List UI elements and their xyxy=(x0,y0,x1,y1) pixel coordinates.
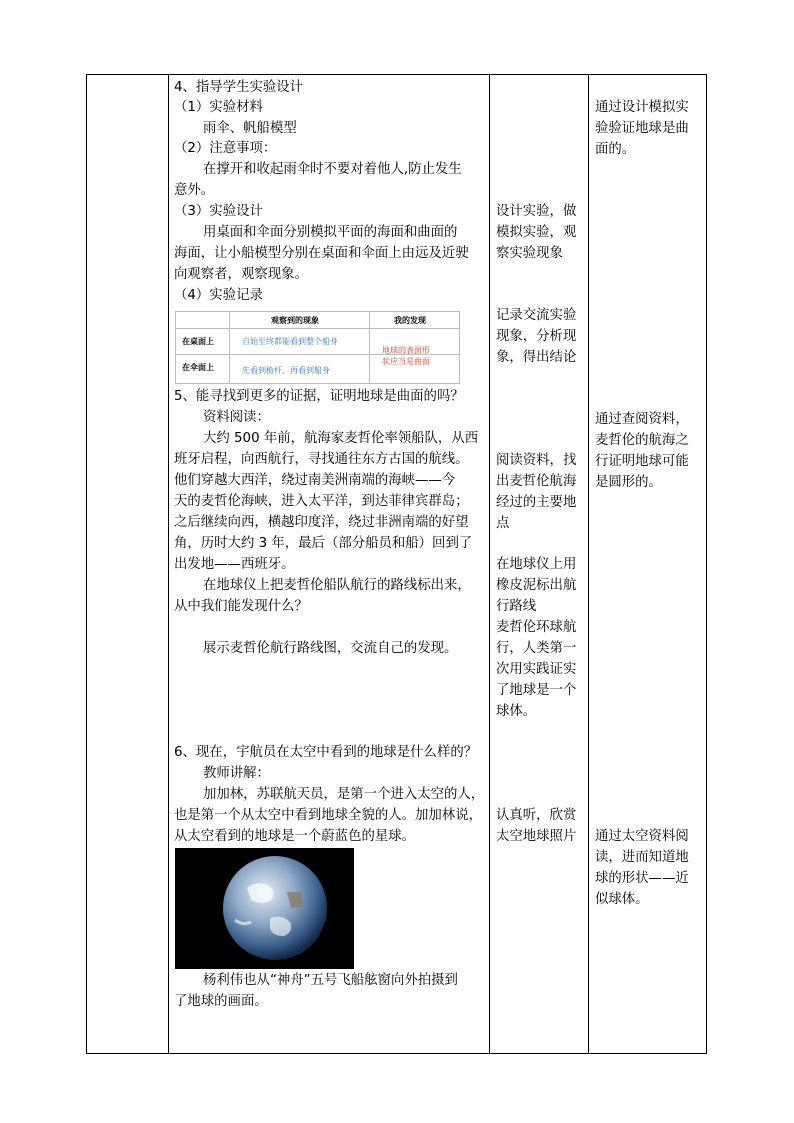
design-text-line2: 海面，让小船模型分别在桌面和伞面上由远及近驶 xyxy=(174,246,469,261)
design-text-line3: 向观察者，观察现象。 xyxy=(174,267,308,282)
student-activity-d6: 次用实践证实 xyxy=(496,662,577,677)
reading-text-line5: 之后继续向西，横越印度洋，绕过非洲南端的好望 xyxy=(174,515,469,530)
materials-text: 雨伞、帆船模型 xyxy=(203,121,297,136)
intent-a3: 面的。 xyxy=(595,142,636,157)
student-activity-b3: 象，得出结论 xyxy=(496,350,577,365)
subheading-notes: （2）注意事项： xyxy=(174,141,277,156)
reading-label: 资料阅读： xyxy=(203,410,270,425)
student-activity-d7: 了地球是一个 xyxy=(496,683,577,698)
student-activity-d3: 行路线 xyxy=(496,599,537,614)
gagarin-text-line1: 加加林，苏联航天员，是第一个进入太空的人， xyxy=(203,787,485,802)
yang-liwei-text-line1: 杨利伟也从“神舟”五号飞船舷窗向外拍摄到 xyxy=(203,973,458,988)
globe-task-line1: 在地球仪上把麦哲伦船队航行的路线标出来， xyxy=(203,578,471,593)
record-finding-line2: 状应当是曲面 xyxy=(382,357,430,366)
student-activity-e1: 认真听，欣赏 xyxy=(496,808,577,823)
subheading-materials: （1）实验材料 xyxy=(174,100,263,115)
student-activity-a3: 察实验现象 xyxy=(496,246,563,261)
route-map-text: 展示麦哲伦航行路线图，交流自己的发现。 xyxy=(203,641,458,656)
section-4-heading: 4、指导学生实验设计 xyxy=(174,80,304,95)
student-activity-d5: 行，人类第一 xyxy=(496,641,577,656)
gagarin-text-line3: 从太空看到的地球是一个蔚蓝色的星球。 xyxy=(174,829,416,844)
record-row1-observed: 自始至终都能看到整个船身 xyxy=(242,337,338,346)
reading-text-line3: 他们穿越大西洋，绕过南美洲南端的海峡——今 xyxy=(174,473,456,488)
student-activity-c4: 点 xyxy=(496,516,510,531)
intent-b3: 行证明地球可能 xyxy=(595,454,689,469)
table-divider-2 xyxy=(489,74,490,1054)
student-activity-e2: 太空地球照片 xyxy=(496,829,577,844)
student-activity-c2: 出麦哲伦航海 xyxy=(496,474,577,489)
earth-globe-icon xyxy=(175,848,354,969)
table-border-left xyxy=(86,74,87,1054)
reading-text-line4: 天的麦哲伦海峡，进入太平洋，到达菲律宾群岛； xyxy=(174,494,469,509)
teacher-explain-label: 教师讲解： xyxy=(203,766,270,781)
reading-text-line7: 出发地——西班牙。 xyxy=(174,557,295,572)
table-divider-3 xyxy=(588,74,589,1054)
record-header-observed: 观察到的现象 xyxy=(271,316,319,325)
student-activity-d8: 球体。 xyxy=(496,704,537,719)
subheading-design: （3）实验设计 xyxy=(174,204,263,219)
table-bottom-border xyxy=(86,1053,707,1054)
intent-a1: 通过设计模拟实 xyxy=(595,100,689,115)
earth-from-space-photo xyxy=(175,848,354,969)
student-activity-d2: 橡皮泥标出航 xyxy=(496,578,577,593)
student-activity-a2: 模拟实验，观 xyxy=(496,225,577,240)
reading-text-line2: 班牙启程，向西航行，寻找通往东方古国的航线。 xyxy=(174,452,469,467)
table-divider-1 xyxy=(168,74,169,1054)
table-top-border xyxy=(86,74,707,75)
design-text-line1: 用桌面和伞面分别模拟平面的海面和曲面的 xyxy=(203,225,458,240)
intent-a2: 验验证地球是曲 xyxy=(595,121,689,136)
table-border-right xyxy=(706,74,707,1054)
student-activity-c3: 经过的主要地 xyxy=(496,495,577,510)
subheading-record: （4）实验记录 xyxy=(174,288,263,303)
record-row1-label: 在桌面上 xyxy=(182,337,214,346)
gagarin-text-line2: 也是第一个从太空中看到地球全貌的人。加加林说， xyxy=(174,808,482,823)
yang-liwei-text-line2: 了地球的画面。 xyxy=(174,994,268,1009)
student-activity-c1: 阅读资料，找 xyxy=(496,453,577,468)
student-activity-b2: 现象，分析现 xyxy=(496,329,577,344)
notes-text-line1: 在撑开和收起雨伞时不要对着他人,防止发生 xyxy=(203,162,462,177)
intent-b2: 麦哲伦的航海之 xyxy=(595,433,689,448)
lesson-plan-table xyxy=(86,74,707,1054)
reading-text-line6: 角，历时大约 3 年，最后（部分船员和船）回到了 xyxy=(174,536,473,551)
student-activity-a1: 设计实验，做 xyxy=(496,204,577,219)
intent-c2: 读，进而知道地 xyxy=(595,850,689,865)
intent-c4: 似球体。 xyxy=(595,892,649,907)
notes-text-line2: 意外。 xyxy=(174,183,215,198)
intent-c3: 球的形状——近 xyxy=(595,871,689,886)
student-activity-d1: 在地球仪上用 xyxy=(496,557,577,572)
record-row2-observed: 先看到桅杆，再看到船身 xyxy=(242,366,330,375)
globe-task-line2: 从中我们能发现什么？ xyxy=(174,599,308,614)
student-activity-d4: 麦哲伦环球航 xyxy=(496,620,577,635)
experiment-record-table xyxy=(175,311,460,384)
record-finding-line1: 地球的表面形 xyxy=(382,346,430,355)
section-6-heading: 6、现在，宇航员在太空中看到的地球是什么样的？ xyxy=(174,745,478,760)
student-activity-b1: 记录交流实验 xyxy=(496,308,577,323)
reading-text-line1: 大约 500 年前，航海家麦哲伦率领船队，从西 xyxy=(203,431,479,446)
record-row2-label: 在伞面上 xyxy=(182,363,214,372)
intent-b4: 是圆形的。 xyxy=(595,475,662,490)
record-header-finding: 我的发现 xyxy=(394,316,426,325)
intent-c1: 通过太空资料阅 xyxy=(595,829,689,844)
section-5-heading: 5、能寻找到更多的证据，证明地球是曲面的吗？ xyxy=(174,389,464,404)
intent-b1: 通过查阅资料， xyxy=(595,412,689,427)
